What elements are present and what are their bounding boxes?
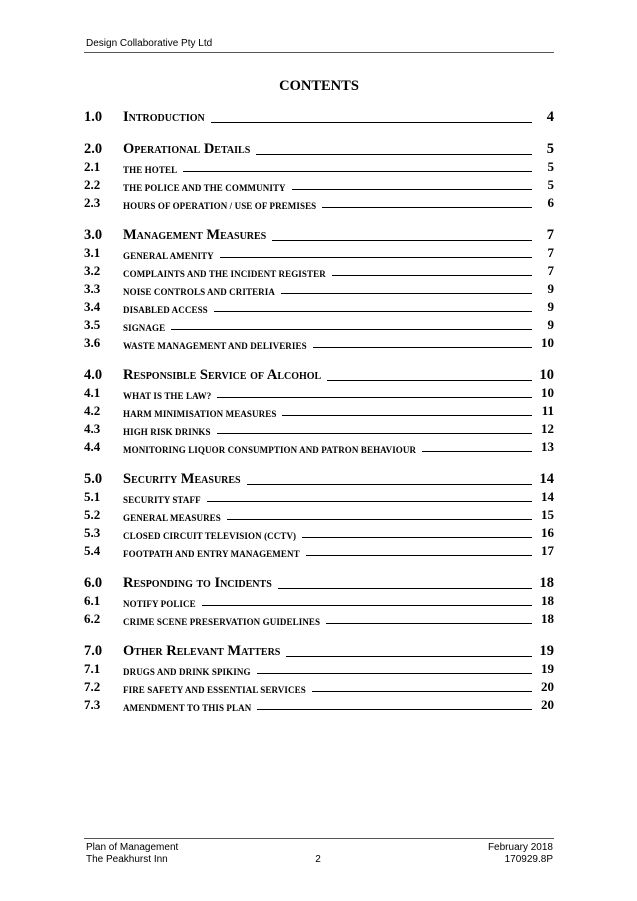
toc-entry-page: 4 xyxy=(546,109,554,125)
toc-entry-label: Operational Details xyxy=(123,141,251,157)
toc-entry[interactable] xyxy=(84,334,554,351)
toc-entry-page: 20 xyxy=(541,679,554,694)
toc-entry[interactable] xyxy=(84,678,554,695)
toc-entry[interactable] xyxy=(84,468,554,488)
toc-entry-label: Responsible Service of Alcohol xyxy=(123,367,322,383)
toc-entry-number: 4.1 xyxy=(84,385,101,400)
toc-leader-line xyxy=(214,311,532,312)
toc-entry[interactable] xyxy=(84,420,554,437)
toc-entry-number: 4.2 xyxy=(84,403,101,418)
toc-entry-number: 3.5 xyxy=(84,317,101,332)
toc-entry-label: MONITORING LIQUOR CONSUMPTION AND PATRON BEHAVIOUR xyxy=(123,445,417,455)
toc-entry-label: GENERAL AMENITY xyxy=(123,251,214,261)
toc-entry-number: 3.3 xyxy=(84,281,101,296)
toc-entry-label: THE HOTEL xyxy=(123,165,178,175)
toc-entry[interactable] xyxy=(84,316,554,333)
toc-entry[interactable] xyxy=(84,194,554,211)
toc-entry-page: 19 xyxy=(539,643,554,659)
toc-leader-line xyxy=(327,380,532,381)
toc-entry-label: FIRE SAFETY AND ESSENTIAL SERVICES xyxy=(123,685,306,695)
toc-entry-page: 15 xyxy=(541,507,554,522)
toc-entry-page: 10 xyxy=(539,367,554,383)
toc-entry-page: 11 xyxy=(541,403,554,418)
toc-entry-number: 3.2 xyxy=(84,263,101,278)
toc-entry-label: Introduction xyxy=(123,109,205,125)
toc-entry-page: 19 xyxy=(541,661,554,676)
footer-venue: The Peakhurst Inn xyxy=(86,854,168,865)
toc-leader-line xyxy=(257,709,532,710)
toc-entry[interactable] xyxy=(84,542,554,559)
toc-entry-number: 4.4 xyxy=(84,439,101,454)
toc-entry-label: AMENDMENT TO THIS PLAN xyxy=(123,703,252,713)
toc-entry-page: 14 xyxy=(539,471,554,487)
toc-entry-page: 12 xyxy=(541,421,554,436)
toc-entry-label: HOURS OF OPERATION / USE OF PREMISES xyxy=(123,201,317,211)
toc-entry-label: GENERAL MEASURES xyxy=(123,513,221,523)
toc-entry-page: 18 xyxy=(539,575,554,591)
toc-entry-number: 7.0 xyxy=(84,643,103,659)
toc-entry-label: CLOSED CIRCUIT TELEVISION (CCTV) xyxy=(123,531,297,541)
toc-leader-line xyxy=(306,555,532,556)
toc-entry[interactable] xyxy=(84,138,554,158)
toc-leader-line xyxy=(217,433,532,434)
toc-entry[interactable] xyxy=(84,224,554,244)
toc-entry[interactable] xyxy=(84,280,554,297)
toc-entry-label: SIGNAGE xyxy=(123,323,166,333)
toc-entry-label: WHAT IS THE LAW? xyxy=(123,391,212,401)
toc-entry-page: 6 xyxy=(547,195,554,210)
toc-entry-number: 1.0 xyxy=(84,109,103,125)
toc-entry[interactable] xyxy=(84,384,554,401)
toc-entry[interactable] xyxy=(84,106,554,126)
toc-entry-label: CRIME SCENE PRESERVATION GUIDELINES xyxy=(123,617,321,627)
toc-leader-line xyxy=(278,588,532,589)
toc-entry[interactable] xyxy=(84,158,554,175)
toc-entry-page: 9 xyxy=(547,281,554,296)
toc-entry[interactable] xyxy=(84,696,554,713)
toc-entry-page: 17 xyxy=(541,543,554,558)
footer-page-number: 2 xyxy=(315,854,321,865)
toc-leader-line xyxy=(282,415,532,416)
toc-entry-label: Other Relevant Matters xyxy=(123,643,281,659)
toc-entry-number: 5.1 xyxy=(84,489,101,504)
footer-rule xyxy=(84,838,554,839)
toc-entry-number: 2.3 xyxy=(84,195,101,210)
toc-leader-line xyxy=(286,656,532,657)
toc-entry-number: 3.1 xyxy=(84,245,101,260)
toc-leader-line xyxy=(257,673,532,674)
toc-entry[interactable] xyxy=(84,572,554,592)
footer-doc-title: Plan of Management xyxy=(86,842,179,853)
toc-entry-page: 16 xyxy=(541,525,554,540)
toc-entry-label: THE POLICE AND THE COMMUNITY xyxy=(123,183,286,193)
toc-entry-label: NOTIFY POLICE xyxy=(123,599,196,609)
toc-entry[interactable] xyxy=(84,660,554,677)
toc-leader-line xyxy=(313,347,532,348)
toc-leader-line xyxy=(227,519,532,520)
toc-entry[interactable] xyxy=(84,364,554,384)
toc-entry[interactable] xyxy=(84,402,554,419)
toc-entry[interactable] xyxy=(84,592,554,609)
toc-entry-page: 7 xyxy=(547,245,554,260)
toc-leader-line xyxy=(312,691,532,692)
toc-entry-number: 3.4 xyxy=(84,299,101,314)
toc-leader-line xyxy=(302,537,532,538)
toc-leader-line xyxy=(220,257,532,258)
footer-reference: 170929.8P xyxy=(504,854,553,865)
toc-entry-number: 3.6 xyxy=(84,335,101,350)
toc-entry-number: 6.0 xyxy=(84,575,103,591)
toc-entry-label: DRUGS AND DRINK SPIKING xyxy=(123,667,251,677)
toc-entry-page: 7 xyxy=(547,263,554,278)
toc-entry-number: 5.4 xyxy=(84,543,101,558)
toc-entry-number: 5.0 xyxy=(84,471,103,487)
toc-entry-number: 7.1 xyxy=(84,661,101,676)
toc-leader-line xyxy=(326,623,532,624)
toc-entry-page: 18 xyxy=(541,611,554,626)
toc-entry-page: 5 xyxy=(547,159,554,174)
toc-entry-number: 2.1 xyxy=(84,159,101,174)
toc-entry-label: Management Measures xyxy=(123,227,267,243)
toc-leader-line xyxy=(292,189,532,190)
toc-entry-number: 6.1 xyxy=(84,593,101,608)
footer-date: February 2018 xyxy=(487,842,553,853)
footer-left xyxy=(86,842,178,866)
toc-entry-label: HARM MINIMISATION MEASURES xyxy=(123,409,277,419)
toc-entry[interactable] xyxy=(84,610,554,627)
toc-entry-page: 10 xyxy=(541,335,554,350)
toc-entry-page: 5 xyxy=(547,177,554,192)
toc-leader-line xyxy=(281,293,532,294)
toc-entry-page: 10 xyxy=(541,385,554,400)
toc-leader-line xyxy=(247,484,532,485)
toc-entry-page: 7 xyxy=(546,227,554,243)
toc-entry-label: SECURITY STAFF xyxy=(123,495,201,505)
toc-entry-label: DISABLED ACCESS xyxy=(123,305,208,315)
toc-entry[interactable] xyxy=(84,244,554,261)
toc-entry-page: 9 xyxy=(547,317,554,332)
toc-entry-page: 13 xyxy=(541,439,554,454)
toc-entry-page: 18 xyxy=(541,593,554,608)
toc-entry[interactable] xyxy=(84,506,554,523)
toc-leader-line xyxy=(202,605,532,606)
toc-leader-line xyxy=(183,171,532,172)
toc-leader-line xyxy=(272,240,532,241)
toc-entry-label: Security Measures xyxy=(123,471,241,487)
toc-entry[interactable] xyxy=(84,176,554,193)
toc-entry-label: Responding to Incidents xyxy=(123,575,272,591)
toc-entry-label: WASTE MANAGEMENT AND DELIVERIES xyxy=(123,341,307,351)
toc-entry-number: 6.2 xyxy=(84,611,101,626)
header-company: Design Collaborative Pty Ltd xyxy=(86,38,213,49)
toc-entry[interactable] xyxy=(84,438,554,455)
toc-entry-page: 20 xyxy=(541,697,554,712)
page-title: CONTENTS xyxy=(279,78,359,94)
footer-right xyxy=(488,842,553,866)
toc-leader-line xyxy=(211,122,532,123)
toc-entry-number: 4.0 xyxy=(84,367,103,383)
toc-entry[interactable] xyxy=(84,524,554,541)
toc-entry-number: 4.3 xyxy=(84,421,101,436)
toc-entry-number: 7.2 xyxy=(84,679,101,694)
toc-leader-line xyxy=(171,329,532,330)
toc-leader-line xyxy=(332,275,532,276)
toc-entry-number: 5.3 xyxy=(84,525,101,540)
toc-entry-number: 3.0 xyxy=(84,227,103,243)
toc-leader-line xyxy=(256,154,532,155)
toc-entry-number: 7.3 xyxy=(84,697,101,712)
toc-leader-line xyxy=(322,207,532,208)
toc-entry-number: 5.2 xyxy=(84,507,101,522)
toc-entry[interactable] xyxy=(84,298,554,315)
toc-entry-label: HIGH RISK DRINKS xyxy=(123,427,211,437)
toc-leader-line xyxy=(217,397,532,398)
toc-entry-page: 5 xyxy=(546,141,554,157)
toc-entry[interactable] xyxy=(84,640,554,660)
header-rule xyxy=(84,52,554,53)
toc-entry-label: NOISE CONTROLS AND CRITERIA xyxy=(123,287,275,297)
toc-entry-label: FOOTPATH AND ENTRY MANAGEMENT xyxy=(123,549,300,559)
toc-entry-label: COMPLAINTS AND THE INCIDENT REGISTER xyxy=(123,269,326,279)
toc-entry-number: 2.0 xyxy=(84,141,103,157)
toc-leader-line xyxy=(422,451,532,452)
toc-entry-page: 9 xyxy=(547,299,554,314)
toc-entry-number: 2.2 xyxy=(84,177,101,192)
toc-leader-line xyxy=(207,501,532,502)
toc-entry-page: 14 xyxy=(541,489,554,504)
toc-entry[interactable] xyxy=(84,262,554,279)
toc-entry[interactable] xyxy=(84,488,554,505)
